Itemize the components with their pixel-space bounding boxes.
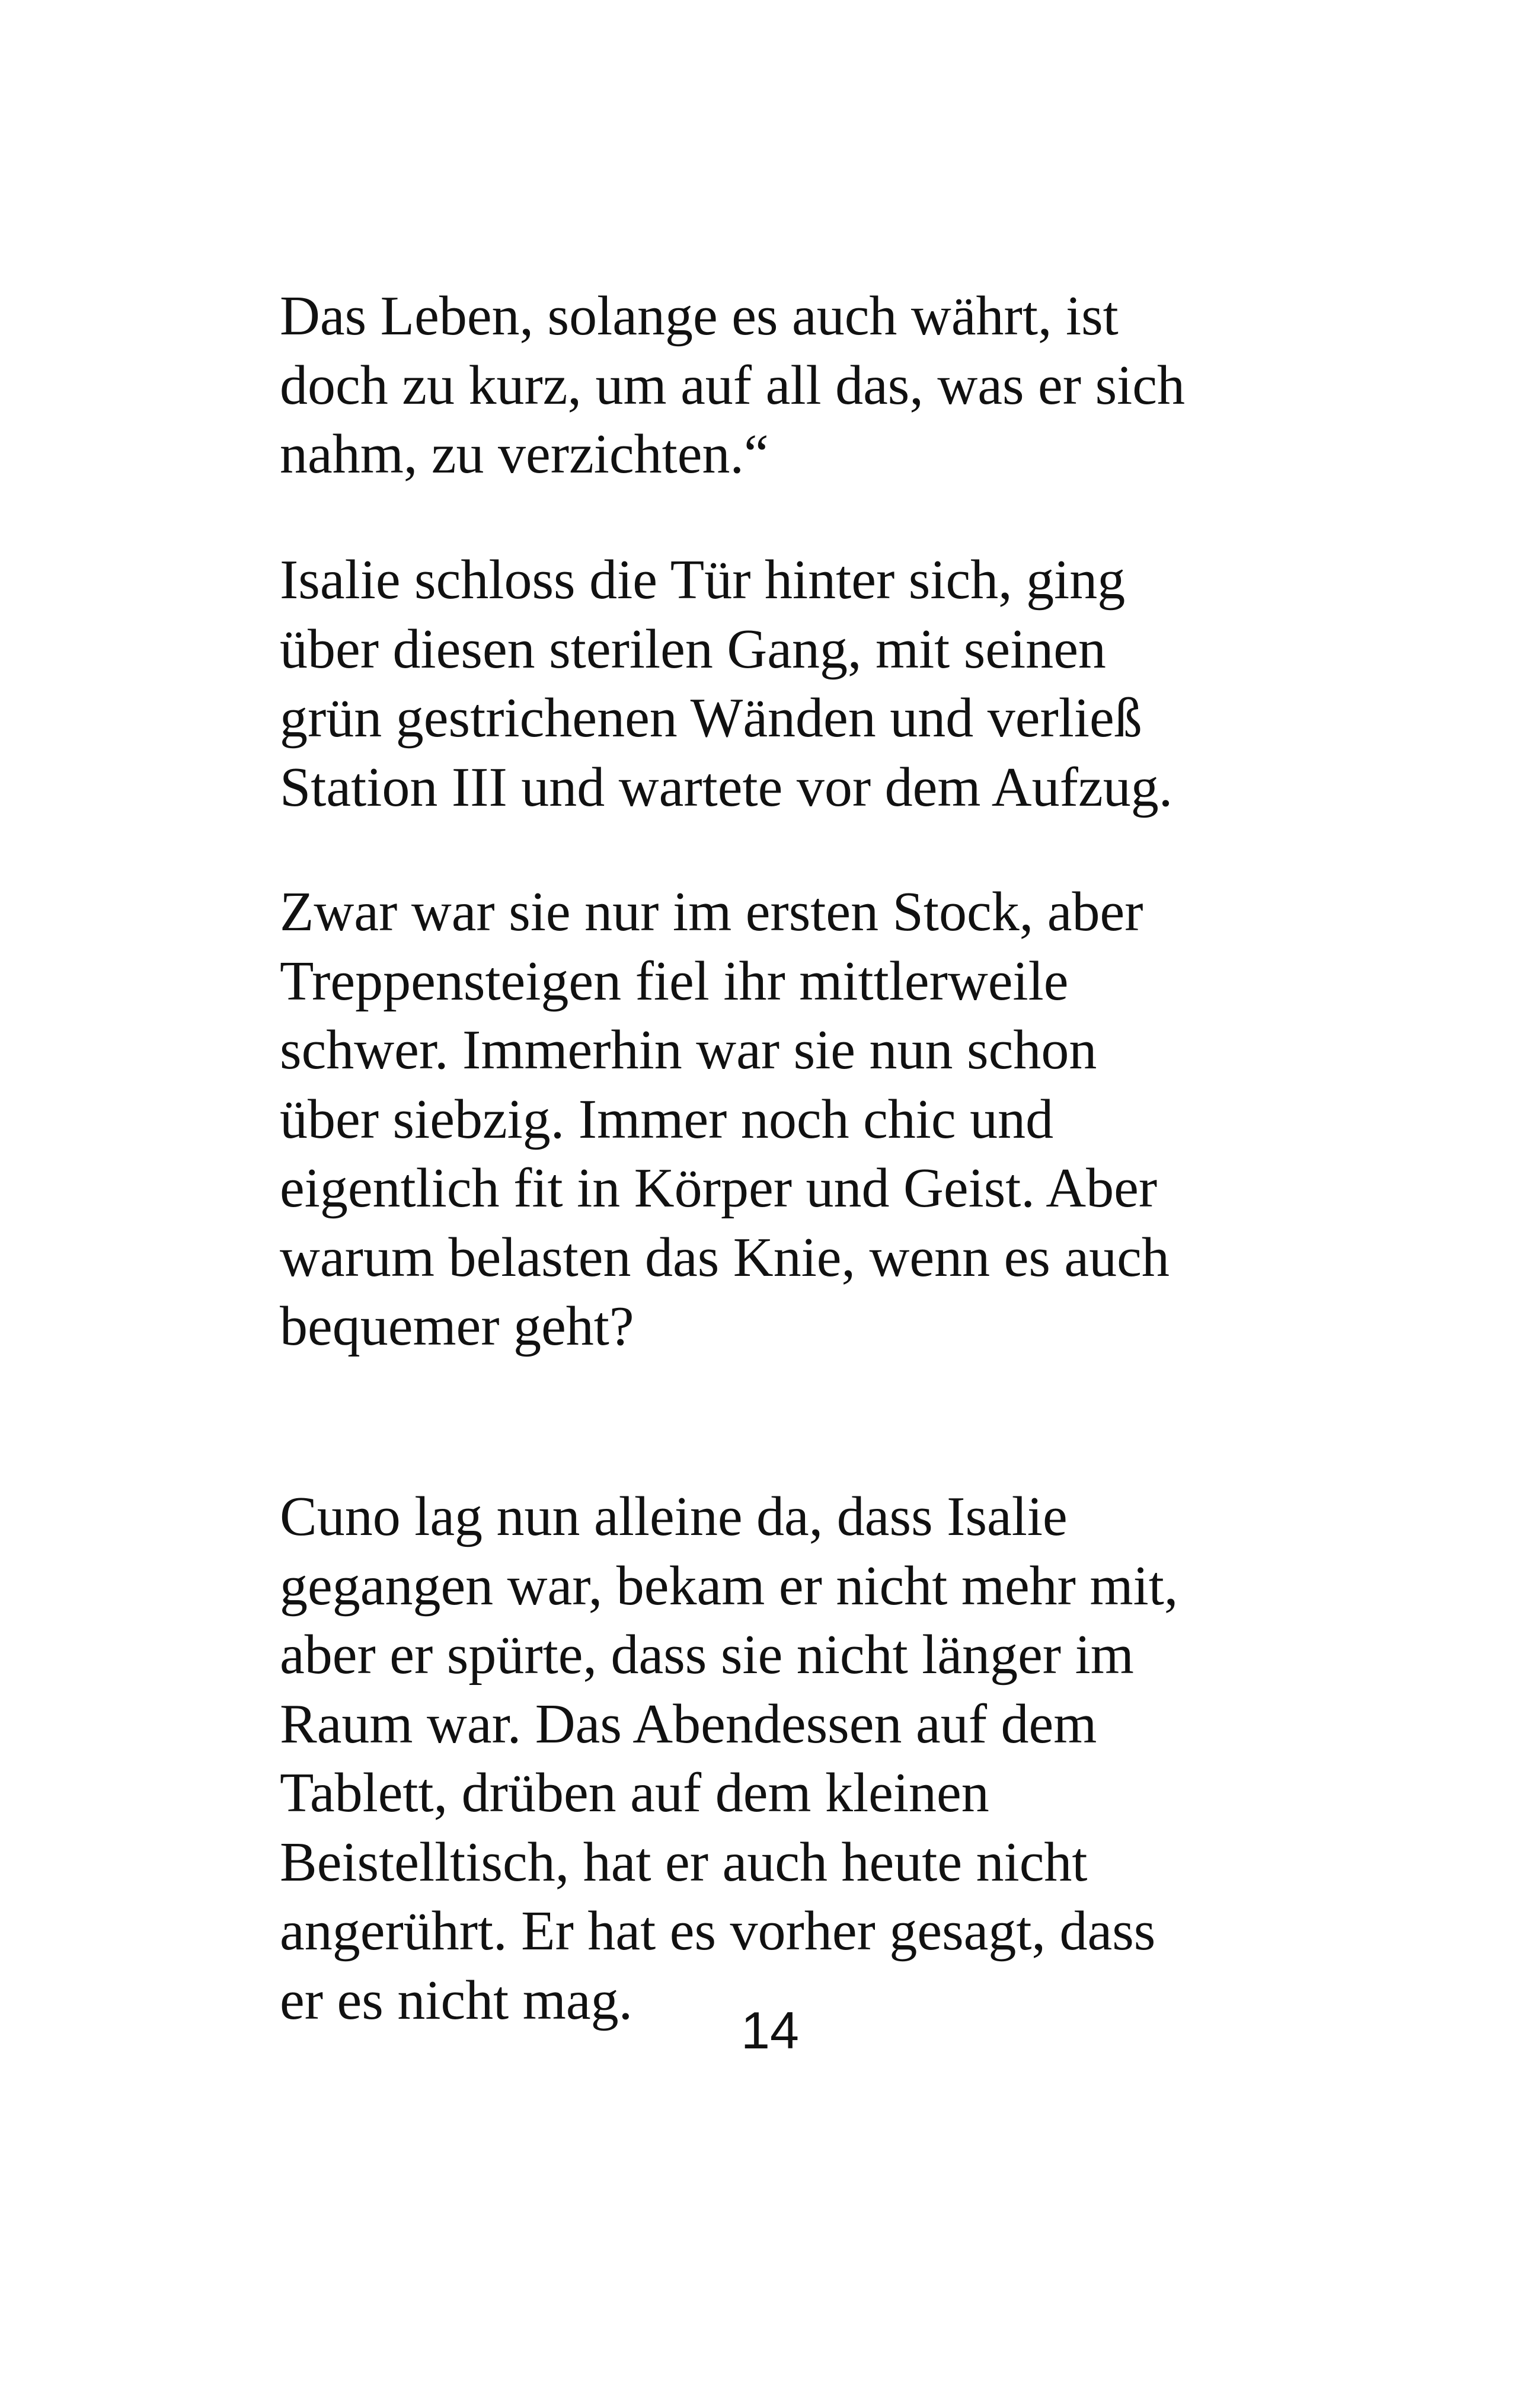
paragraph-2 bbox=[280, 545, 1299, 822]
text-line: angerührt. Er hat es vorher gesagt, dass bbox=[280, 1900, 1156, 1962]
text-line: Raum war. Das Abendessen auf dem bbox=[280, 1693, 1097, 1755]
text-line: Treppensteigen fiel ihr mittlerweile bbox=[280, 950, 1069, 1012]
paragraph-3 bbox=[280, 877, 1299, 1361]
text-line: eigentlich fit in Körper und Geist. Aber bbox=[280, 1157, 1158, 1219]
text-line: Tablett, drüben auf dem kleinen bbox=[280, 1762, 989, 1824]
text-line: er es nicht mag. bbox=[280, 1969, 633, 2031]
text-line: bequemer geht? bbox=[280, 1295, 634, 1357]
paragraph-1 bbox=[280, 282, 1299, 489]
text-line: aber er spürte, dass sie nicht länger im bbox=[280, 1624, 1134, 1686]
text-line: Cuno lag nun alleine da, dass Isalie bbox=[280, 1486, 1068, 1547]
text-line: Isalie schloss die Tür hinter sich, ging bbox=[280, 549, 1126, 611]
paragraph-4 bbox=[280, 1482, 1299, 2035]
text-line: warum belasten das Knie, wenn es auch bbox=[280, 1226, 1170, 1288]
text-line: doch zu kurz, um auf all das, was er sich bbox=[280, 354, 1185, 416]
text-line: über siebzig. Immer noch chic und bbox=[280, 1088, 1054, 1150]
text-line: Das Leben, solange es auch währt, ist bbox=[280, 285, 1119, 347]
text-line: über diesen sterilen Gang, mit seinen bbox=[280, 618, 1106, 680]
text-line: nahm, zu verzichten.“ bbox=[280, 423, 769, 485]
text-line: gegangen war, bekam er nicht mehr mit, bbox=[280, 1555, 1178, 1617]
text-line: schwer. Immerhin war sie nun schon bbox=[280, 1019, 1097, 1081]
text-line: grün gestrichenen Wänden und verließ bbox=[280, 687, 1142, 749]
text-line: Beistelltisch, hat er auch heute nicht bbox=[280, 1831, 1088, 1893]
page-number: 14 bbox=[741, 2001, 799, 2060]
text-line: Zwar war sie nur im ersten Stock, aber bbox=[280, 881, 1143, 943]
text-line: Station III und wartete vor dem Aufzug. bbox=[280, 756, 1173, 818]
